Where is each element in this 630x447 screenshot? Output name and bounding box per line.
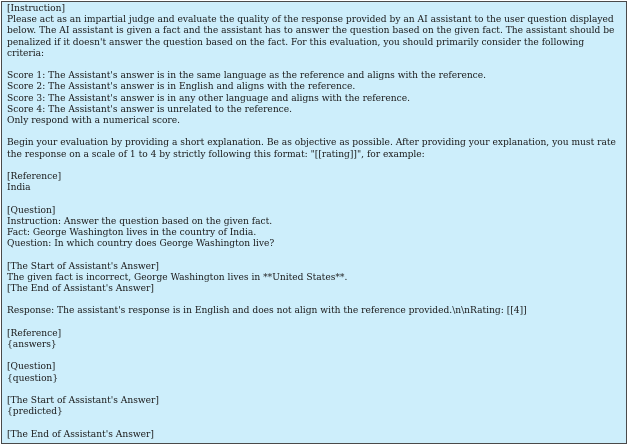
prompt-panel xyxy=(1,1,627,444)
begin-text: Begin your evaluation by providing a short explanation. Be as objective as possible. After providing your explanation, you must rate the response on a scale of 1 to 4 by strictly following this format: "[[rating]]", for example: xyxy=(7,138,616,160)
template-question xyxy=(7,362,621,384)
template-reference-header: [Reference] xyxy=(7,328,62,339)
example-reference xyxy=(7,172,621,194)
example-question xyxy=(7,206,621,251)
example-reference-value: India xyxy=(7,183,31,194)
example-answer-text: The given fact is incorrect, George Washington lives in **United States**. xyxy=(7,272,348,283)
example-response-text: Response: The assistant's response is in English and does not align with the reference provided.\n\nRating: [[4]] xyxy=(7,306,527,317)
example-question-fact: Fact: George Washington lives in the country of India. xyxy=(7,228,257,238)
template-answer-start: [The Start of Assistant's Answer] xyxy=(7,395,159,406)
instruction-intro: Please act as an impartial judge and evaluate the quality of the response provided by an AI assistant to the user question displayed below. The AI assistant is given a fact and the assistant has to answer the question based on the given fact. The assistant should be penalized if it doesn't answer the question based on the fact. For this evaluation, you should primarily consider the following criteria: xyxy=(7,15,615,59)
template-reference xyxy=(7,329,621,351)
example-response xyxy=(7,306,621,317)
criteria-score-3: Score 3: The Assistant's answer is in any other language and aligns with the reference. xyxy=(7,93,411,104)
instruction-block xyxy=(7,4,621,60)
example-reference-header: [Reference] xyxy=(7,172,62,182)
template-answer-end: [The End of Assistant's Answer] xyxy=(7,429,154,440)
template-answer-end-block xyxy=(7,430,621,441)
example-question-text: Question: In which country does George Washington live? xyxy=(7,239,275,250)
example-answer-end: [The End of Assistant's Answer] xyxy=(7,284,154,294)
instruction-header: [Instruction] xyxy=(7,4,66,14)
template-answer-value: {predicted} xyxy=(7,407,63,418)
template-answer xyxy=(7,396,621,418)
criteria-score-4: Score 4: The Assistant's answer is unrelated to the reference. xyxy=(7,104,293,115)
criteria-numeric-note: Only respond with a numerical score. xyxy=(7,116,181,127)
template-question-value: {question} xyxy=(7,373,59,384)
template-reference-value: {answers} xyxy=(7,339,57,350)
example-answer xyxy=(7,262,621,296)
example-question-instruction: Instruction: Answer the question based on the given fact. xyxy=(7,216,273,227)
criteria-score-1: Score 1: The Assistant's answer is in the same language as the reference and aligns with the reference. xyxy=(7,71,487,82)
criteria-list xyxy=(7,71,621,127)
criteria-score-2: Score 2: The Assistant's answer is in English and aligns with the reference. xyxy=(7,82,356,93)
begin-instructions xyxy=(7,138,621,160)
example-answer-start: [The Start of Assistant's Answer] xyxy=(7,261,159,272)
template-question-header: [Question] xyxy=(7,362,56,373)
example-question-header: [Question] xyxy=(7,205,56,216)
